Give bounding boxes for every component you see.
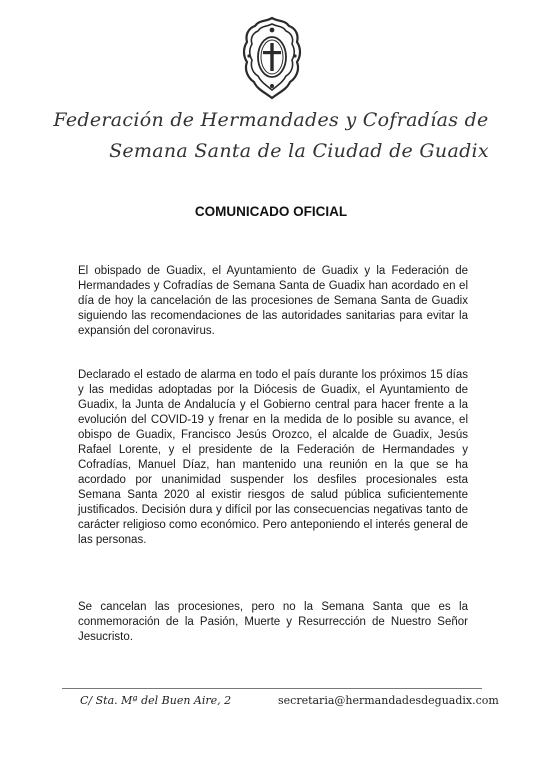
letterhead-line-2: Semana Santa de la Ciudad de Guadix: [109, 140, 489, 162]
letterhead-line-1: Federación de Hermandades y Cofradías de: [53, 109, 489, 131]
paragraph-3: Se cancelan las procesiones, pero no la Semana Santa que es la conmemoración de la Pasión, Muerte y Resurrección de Nuestro Señor Jesucristo.: [78, 601, 468, 643]
federation-crest-icon: [241, 16, 303, 100]
footer-address: C/ Sta. Mª del Buen Aire, 2: [80, 694, 232, 707]
footer-divider: [62, 688, 482, 689]
page-title: COMUNICADO OFICIAL: [194, 204, 348, 219]
footer-email: secretaria@hermandadesdeguadix.com: [278, 694, 499, 707]
paragraph-1: El obispado de Guadix, el Ayuntamiento de Guadix y la Federación de Hermandades y Cofradías de Semana Santa de Guadix han acordado en el día de hoy la cancelación de las procesiones de Semana Santa de Guadix siguiendo las recomendaciones de las autoridades sanitarias para evitar la expansión del coronavirus.: [78, 265, 468, 337]
paragraph-2: Declarado el estado de alarma en todo el país durante los próximos 15 días y las medidas adoptadas por la Diócesis de Guadix, el Ayuntamiento de Guadix, la Junta de Andalucía y el Gobierno central para hacer frente a la evolución del COVID-19 y frenar en la medida de lo posible su avance, el obispo de Guadix, Francisco Jesús Orozco, el alcalde de Guadix, Jesús Rafael Lorente, y el presidente de la Federación de Hermandades y Cofradías, Manuel Díaz, han mantenido una reunión en la que se ha acordado por unanimidad suspender los desfiles procesionales esta Semana Santa 2020 al existir riesgos de salud pública suficientemente justificados. Decisión dura y difícil por las consecuencias negativas tanto de carácter religioso como económico. Pero anteponiendo el interés general de las personas.: [78, 369, 468, 546]
